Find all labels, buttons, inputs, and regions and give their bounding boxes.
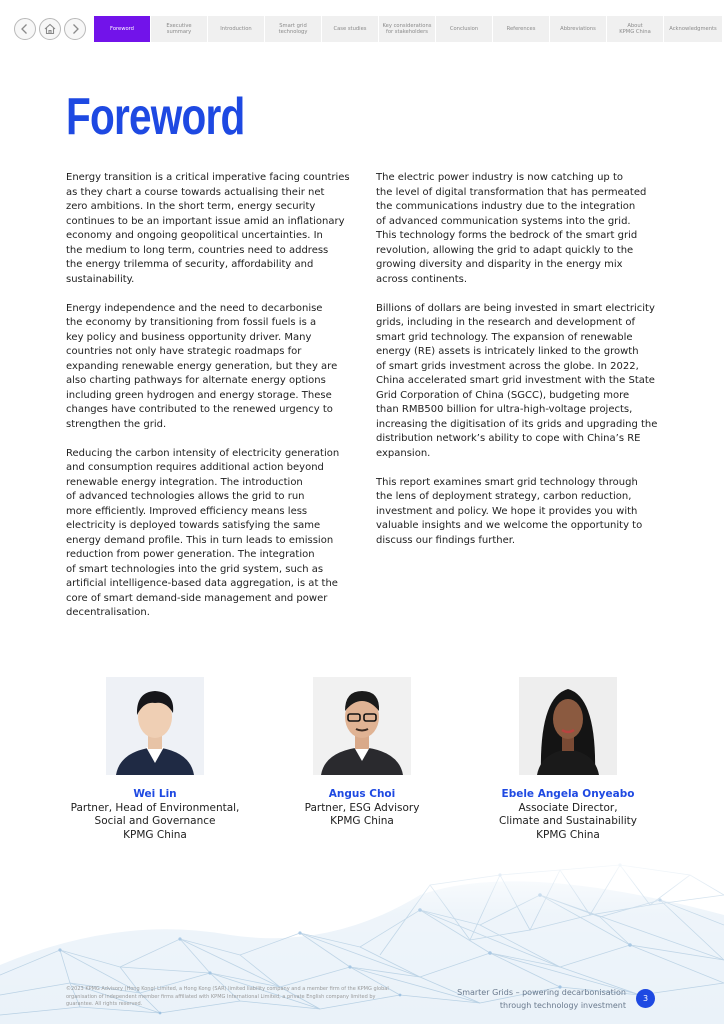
chevron-left-icon	[15, 19, 35, 39]
paragraph: Energy independence and the need to decarbonise the economy by transitioning from fossil fuels is a key policy and business opportunity driver. Many countries not only have strategic roadmaps for expanding renewable energy generation, but they are also charting pathways for alternate energy options including green hydrogen and energy storage. These changes have contributed to the renewed urgency to strengthen the grid.	[66, 302, 338, 430]
tab-acknowledgments[interactable]: Acknowledgments	[664, 16, 722, 42]
signatory-name: Wei Lin	[133, 788, 177, 800]
tab-key-considerations[interactable]: Key considerations for stakeholders	[379, 16, 435, 42]
portrait-photo	[313, 677, 411, 775]
tab-executive-summary[interactable]: Executive summary	[151, 16, 207, 42]
signatory-role: Partner, ESG Advisory KPMG China	[304, 801, 420, 827]
portrait-photo	[106, 677, 204, 775]
footer-report-title: Smarter Grids – powering decarbonisation through technology investment	[457, 988, 626, 1010]
paragraph: Billions of dollars are being invested in smart electricity grids, including in the research and development of smart grid technology. The expansion of renewable energy (RE) assets is intricately linked to the growth of smart grids investment across the globe. In 2022, China accelerated smart grid investment with the State Grid Corporation of China (SGCC), budgeting more than RMB500 billion for ultra-high-voltage projects, increasing the digitisation of its grids and upgrading the distribution network’s ability to cope with China’s RE expansion.	[376, 302, 658, 459]
signatory-role: Associate Director, Climate and Sustainability KPMG China	[499, 801, 637, 841]
chevron-right-icon	[65, 19, 85, 39]
tab-about-kpmg-china[interactable]: About KPMG China	[607, 16, 663, 42]
page-title: Foreword	[66, 88, 245, 146]
signatory-card	[262, 677, 462, 829]
paragraph: Energy transition is a critical imperative facing countries as they chart a course towards actualising their net zero ambitions. In the short term, energy security continues to be an important issue amid an inflationary economy and ongoing geopolitical uncertainties. In the medium to long term, countries need to address the energy trilemma of security, affordability and sustainability.	[66, 172, 350, 285]
signatory-role: Partner, Head of Environmental, Social and Governance KPMG China	[70, 801, 240, 841]
tab-conclusion[interactable]: Conclusion	[436, 16, 492, 42]
tab-introduction[interactable]: Introduction	[208, 16, 264, 42]
tab-smart-grid-technology[interactable]: Smart grid technology	[265, 16, 321, 42]
left-text-column	[66, 171, 354, 635]
signatory-name: Ebele Angela Onyeabo	[501, 788, 635, 800]
paragraph: This report examines smart grid technology through the lens of deployment strategy, carbon reduction, investment and policy. We hope it provides you with valuable insights and we welcome the opportunity to discuss our findings further.	[376, 476, 643, 546]
tab-references[interactable]: References	[493, 16, 549, 42]
home-button[interactable]	[39, 18, 61, 40]
tab-abbreviations[interactable]: Abbreviations	[550, 16, 606, 42]
section-tabs	[94, 16, 723, 42]
signatory-name: Angus Choi	[328, 788, 396, 800]
portrait-photo	[519, 677, 617, 775]
paragraph: The electric power industry is now catching up to the level of digital transformation that has permeated the communications industry due to the integration of advanced communication systems into the grid. This technology forms the bedrock of the smart grid revolution, allowing the grid to adapt quickly to the growing diversity and disparity in the energy mix across continents.	[376, 172, 647, 285]
home-icon	[40, 19, 60, 39]
top-navigation	[0, 14, 724, 44]
tab-foreword[interactable]: Foreword	[94, 16, 150, 42]
paragraph: Reducing the carbon intensity of electricity generation and consumption requires additional action beyond renewable energy integration. The introduction of advanced technologies allows the grid to run more efficiently. Improved efficiency means less electricity is deployed towards satisfying the same energy demand profile. This in turn leads to emission reduction from power generation. The integration of smart technologies into the grid system, such as artificial intelligence-based data aggregation, is at the core of smart demand-side management and power decentralisation.	[66, 447, 340, 618]
tab-case-studies[interactable]: Case studies	[322, 16, 378, 42]
signatory-card	[468, 677, 668, 842]
page-number: 3	[636, 989, 655, 1008]
signatory-card	[55, 677, 255, 842]
right-text-column	[376, 171, 664, 563]
footer-legal-text: ©2023 KPMG Advisory (Hong Kong) Limited, a Hong Kong (SAR) limited liability company and a member firm of the KPMG global organisation of independent member firms affiliated with KPMG International Limited, a private English company limited by guarantee. All rights reserved.	[66, 986, 389, 1007]
back-button[interactable]	[14, 18, 36, 40]
forward-button[interactable]	[64, 18, 86, 40]
